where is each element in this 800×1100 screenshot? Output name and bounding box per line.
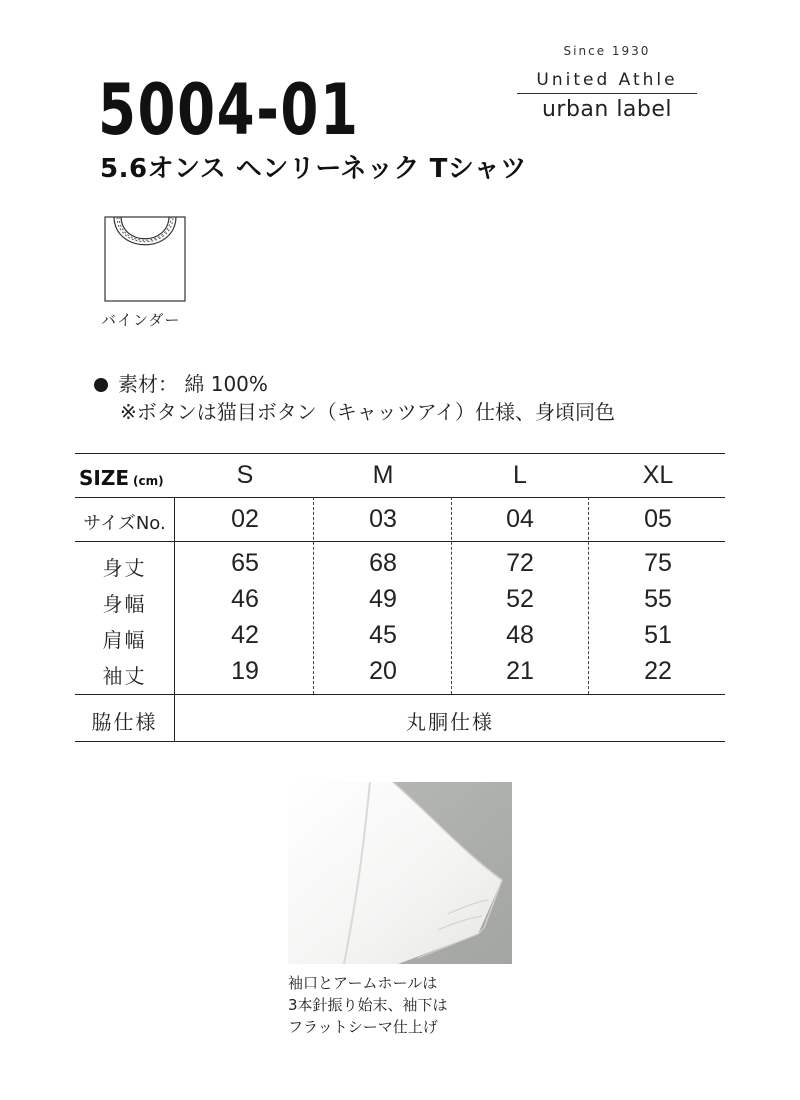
brand-logo: [516, 44, 698, 122]
bullet-icon: [94, 378, 108, 392]
size-no-label: サイズNo.: [83, 513, 166, 534]
size-header: [79, 466, 164, 490]
table-divider: [174, 497, 175, 741]
row-label-body-length: 身丈: [102, 556, 147, 580]
caption-line: 袖口とアームホールは: [288, 974, 438, 992]
caption-line: 3本針振り始末、袖下は: [288, 996, 448, 1014]
value-cell: 55: [644, 585, 672, 613]
brand-name: United Athle: [536, 70, 678, 90]
value-cell: 22: [644, 657, 672, 685]
brand-divider: [517, 93, 697, 94]
value-cell: 20: [369, 657, 397, 685]
value-cell: 68: [369, 549, 397, 577]
table-rule: [75, 541, 725, 542]
material-text: 素材： 綿 100%: [118, 372, 268, 396]
size-s: S: [236, 461, 254, 489]
size-no-l: 04: [506, 505, 534, 533]
size-no-s: 02: [231, 505, 259, 533]
table-rule: [75, 694, 725, 695]
side-spec-value: 丸胴仕様: [406, 710, 494, 734]
size-xl: XL: [642, 461, 674, 489]
binder-label: バインダー: [101, 311, 181, 329]
value-cell: 52: [506, 585, 534, 613]
value-cell: 75: [644, 549, 672, 577]
table-rule-bottom: [75, 741, 725, 742]
material-line: [94, 370, 615, 398]
value-cell: 51: [644, 621, 672, 649]
caption-line: フラットシーマ仕上げ: [288, 1018, 438, 1036]
row-label-sleeve-length: 袖丈: [102, 664, 147, 688]
row-label-body-width: 身幅: [102, 592, 147, 616]
brand-label: urban label: [541, 97, 673, 122]
value-cell: 19: [231, 657, 259, 685]
sleeve-detail-photo: [288, 782, 512, 964]
table-divider-dashed: [313, 497, 314, 694]
table-divider-dashed: [588, 497, 589, 694]
value-cell: 46: [231, 585, 259, 613]
value-cell: 65: [231, 549, 259, 577]
value-cell: 49: [369, 585, 397, 613]
side-spec-label: 脇仕様: [91, 710, 158, 734]
brand-since: Since 1930: [563, 44, 651, 58]
table-divider-dashed: [451, 497, 452, 694]
value-cell: 72: [506, 549, 534, 577]
table-rule-top: [75, 453, 725, 454]
value-cell: 42: [231, 621, 259, 649]
size-m: M: [372, 461, 394, 489]
table-rule: [75, 497, 725, 498]
binder-neck-icon: [104, 216, 186, 302]
size-header-label: SIZE: [79, 466, 130, 490]
value-cell: 45: [369, 621, 397, 649]
material-info: [94, 370, 615, 426]
detail-caption: [288, 972, 448, 1038]
value-cell: 21: [506, 657, 534, 685]
material-note: ※ボタンは猫目ボタン（キャッツアイ）仕様、身頃同色: [120, 400, 615, 424]
size-header-unit: (cm): [133, 474, 164, 488]
row-label-shoulder-width: 肩幅: [102, 628, 147, 652]
size-l: L: [513, 461, 527, 489]
product-code: 5004-01: [98, 69, 360, 151]
size-no-m: 03: [369, 505, 397, 533]
size-table: [75, 453, 725, 743]
product-name: 5.6オンス ヘンリーネック Tシャツ: [100, 154, 527, 184]
value-cell: 48: [506, 621, 534, 649]
size-no-xl: 05: [644, 505, 672, 533]
